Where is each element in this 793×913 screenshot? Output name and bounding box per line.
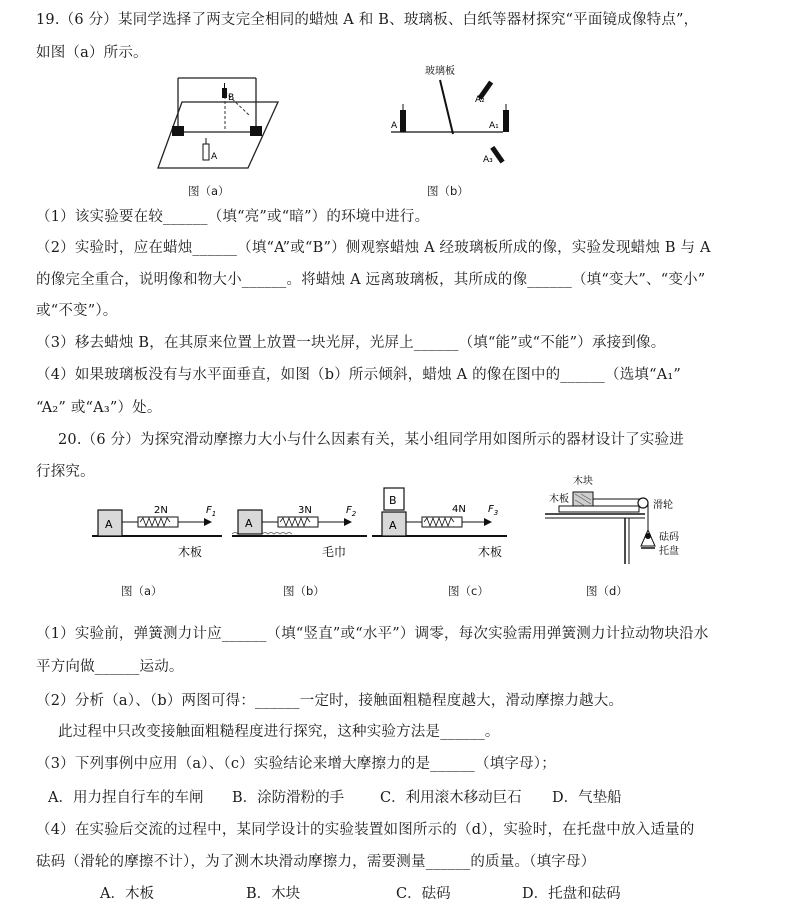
q19-part1: （1）该实验要在较______（填“亮”或“暗”）的环境中进行。 — [36, 209, 430, 225]
q20-part4-line2: 砝码（滑轮的摩擦不计），为了测木块滑动摩擦力，需要测量______的质量。（填字母） — [36, 854, 596, 870]
fig-20d-weight-label: 砝码 — [659, 532, 679, 543]
fig-20b-block: A — [245, 517, 253, 530]
svg-text:F3 — [488, 504, 498, 517]
figure-a-mirror-setup — [150, 72, 285, 172]
fig-20d-board-label: 木板 — [549, 494, 569, 505]
fig-20b-caption: 图（b） — [283, 584, 325, 598]
fig-20c-surface: 木板 — [478, 545, 503, 559]
q19-part4-line2: “A₂” 或“A₃”）处。 — [36, 400, 162, 416]
q20-part4-line1: （4）在实验后交流的过程中，某同学设计的实验装置如图所示的（d），实验时，在托盘中放入适量的 — [36, 822, 695, 838]
fig-b-label-a: A — [391, 121, 398, 131]
fig-20c-f-sub: 3 — [493, 509, 499, 517]
fig-20c-block: A — [389, 519, 397, 532]
svg-text:F1 — [206, 505, 216, 518]
figure-20c-stacked — [372, 484, 517, 560]
figure-20d-pulley — [545, 474, 695, 570]
fig-20b-f-sub: 2 — [351, 510, 357, 518]
fig-20d-caption: 图（d） — [586, 584, 628, 598]
fig-20a-f-sub: 1 — [211, 510, 217, 518]
fig-20a-block: A — [105, 518, 113, 531]
q20-part4-option-a: A．木板 — [100, 886, 154, 902]
fig-b-label-a3: A₃ — [483, 155, 493, 165]
q20-part3-option-d: D．气垫船 — [552, 790, 622, 806]
fig-a-label-a: A — [211, 152, 218, 162]
fig-20c-top-block: B — [389, 494, 397, 507]
fig-b-label-a1: A₁ — [489, 121, 499, 131]
q20-part4-option-c: C．砝码 — [396, 886, 451, 902]
fig-20a-force: 2N — [154, 505, 168, 516]
fig-a-label-b: B — [228, 93, 235, 103]
svg-text:F2 — [346, 505, 357, 518]
q20-part4-option-b: B．木块 — [246, 886, 301, 902]
fig-b-label-a2: A₂ — [475, 95, 485, 105]
q20-part2-line1: （2）分析（a）、（b）两图可得：______一定时，接触面粗糙程度越大，滑动摩擦力越大。 — [36, 693, 624, 709]
fig-20a-surface: 木板 — [178, 545, 203, 559]
q19-part2-line3: 或“不变”）。 — [36, 303, 118, 319]
q20-part4-option-d: D．托盘和砝码 — [522, 886, 621, 902]
q20-part3: （3）下列事例中应用（a）、（c）实验结论来增大摩擦力的是______（填字母）； — [36, 756, 556, 772]
q20-part3-option-a: A．用力捏自行车的车闸 — [48, 790, 204, 806]
fig-20a-f: F — [206, 505, 212, 516]
fig-20b-force: 3N — [298, 505, 312, 516]
q20-part3-option-b: B．涂防滑粉的手 — [232, 790, 345, 806]
figure-20a-board — [92, 496, 232, 560]
fig-20b-f: F — [346, 505, 352, 516]
q19-part3: （3）移去蜡烛 B，在其原来位置上放置一块光屏，光屏上______（填“能”或“不能”）承接到像。 — [36, 335, 666, 351]
q19-part2-line2: 的像完全重合，说明像和物大小______。将蜡烛 A 远离玻璃板，其所成的像______（填“变大”、“变小” — [36, 272, 706, 288]
figure-b-tilted-glass — [385, 62, 525, 177]
q20-part2-line2: 此过程中只改变接触面粗糙程度进行探究，这种实验方法是______。 — [58, 724, 500, 740]
q20-stem-line1: 20.（6 分）为探究滑动摩擦力大小与什么因素有关，某小组同学用如图所示的器材设计了实验进 — [58, 432, 684, 448]
glass-plate-label: 玻璃板 — [425, 66, 455, 77]
fig-20a-caption: 图（a） — [121, 584, 163, 598]
fig-b-caption: 图（b） — [427, 184, 469, 198]
q20-part1-line1: （1）实验前，弹簧测力计应______（填“竖直”或“水平”）调零，每次实验需用弹簧测力计拉动物块沿水 — [36, 626, 709, 642]
fig-20c-f: F — [488, 504, 494, 515]
fig-20c-caption: 图（c） — [448, 584, 489, 598]
q19-stem-line2: 如图（a）所示。 — [36, 45, 148, 61]
q20-part3-option-c: C．利用滚木移动巨石 — [380, 790, 522, 806]
q20-part1-line2: 平方向做______运动。 — [36, 659, 184, 675]
figure-20b-towel — [232, 496, 372, 560]
fig-a-caption: 图（a） — [188, 184, 230, 198]
q20-stem-line2: 行探究。 — [36, 464, 95, 480]
q19-part2-line1: （2）实验时，应在蜡烛______（填“A”或“B”）侧观察蜡烛 A 经玻璃板所成的像，实验发现蜡烛 B 与 A — [36, 240, 711, 256]
fig-20c-force: 4N — [452, 504, 466, 515]
fig-20d-pulley-label: 滑轮 — [653, 500, 673, 511]
q19-part4-line1: （4）如果玻璃板没有与水平面垂直，如图（b）所示倾斜，蜡烛 A 的像在图中的______（选填“A₁” — [36, 367, 682, 383]
fig-20d-tray-label: 托盘 — [659, 546, 679, 557]
fig-20d-block-label: 木块 — [573, 476, 593, 487]
q19-stem-line1: 19.（6 分）某同学选择了两支完全相同的蜡烛 A 和 B、玻璃板、白纸等器材探究“平面镜成像特点”， — [36, 12, 699, 28]
fig-20b-surface: 毛巾 — [322, 545, 347, 559]
